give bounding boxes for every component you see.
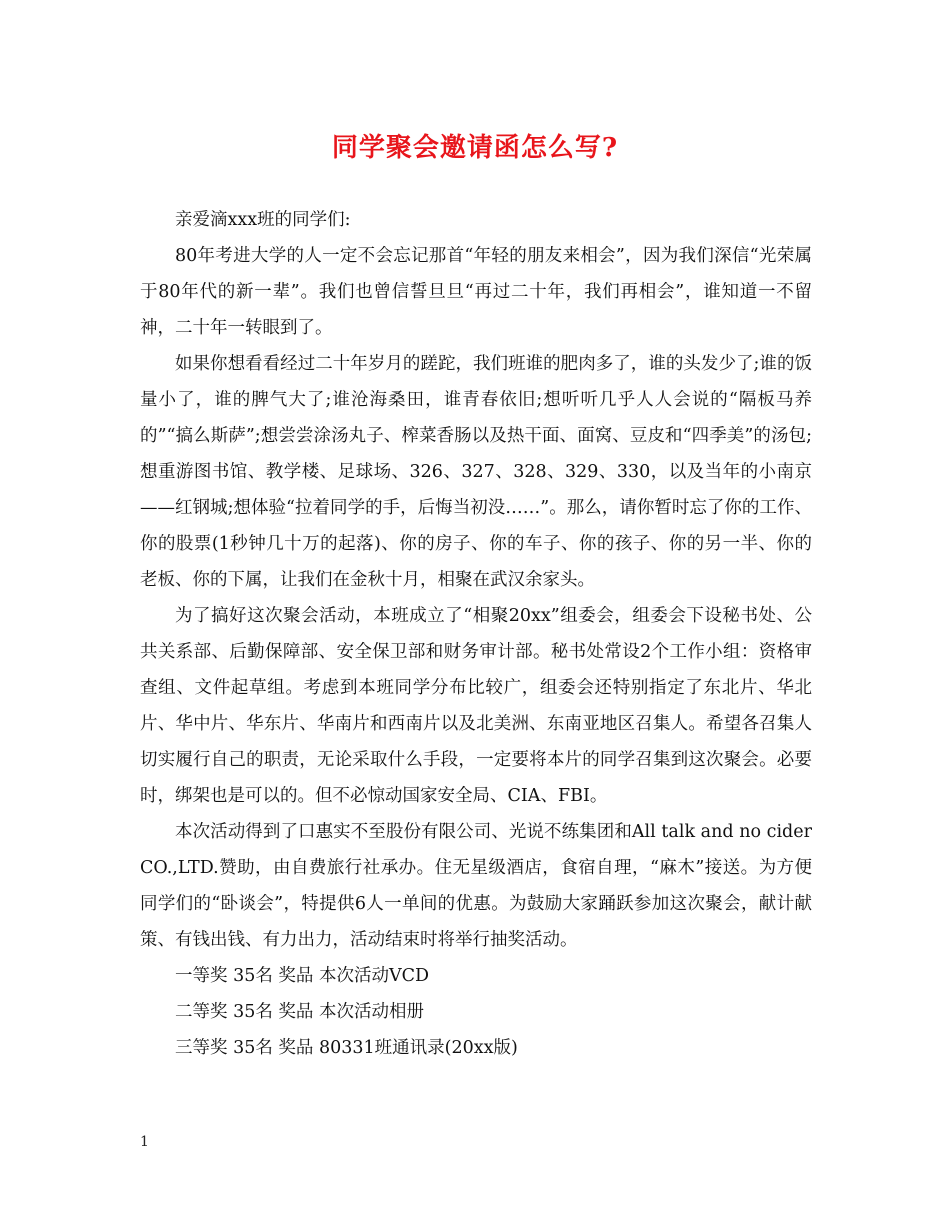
paragraph: 为了搞好这次聚会活动，本班成立了“相聚20xx”组委会，组委会下设秘书处、公共关系部、后勤保障部、安全保卫部和财务审计部。秘书处常设2个工作小组：资格审查组、文件起草组。考虑到本班同学分布比较广，组委会还特别指定了东北片、华北片、华中片、华东片、华南片和西南片以及北美洲、东南亚地区召集人。希望各召集人切实履行自己的职责，无论采取什么手段，一定要将本片的同学召集到这次聚会。必要时，绑架也是可以的。但不必惊动国家安全局、CIA、FBI。	[140, 606, 812, 806]
prize-line: 一等奖 35名 奖品 本次活动VCD	[175, 966, 430, 986]
paragraph: 80年考进大学的人一定不会忘记那首“年轻的朋友来相会”，因为我们深信“光荣属于80年代的新一辈”。我们也曾信誓旦旦“再过二十年，我们再相会”，谁知道一不留神，二十年一转眼到了。	[140, 246, 812, 338]
prize-line: 二等奖 35名 奖品 本次活动相册	[175, 1002, 424, 1022]
document-title: 同学聚会邀请函怎么写?	[331, 133, 619, 163]
page-number: 1	[140, 1134, 149, 1150]
greeting: 亲爱滴xxx班的同学们:	[175, 210, 351, 230]
document-body	[140, 202, 812, 1066]
paragraph: 本次活动得到了口惠实不至股份有限公司、光说不练集团和All talk and no cider CO.,LTD.赞助，由自费旅行社承办。住无星级酒店，食宿自理，“麻木”接送。为方便同学们的“卧谈会”，特提供6人一单间的优惠。为鼓励大家踊跃参加这次聚会，献计献策、有钱出钱、有力出力，活动结束时将举行抽奖活动。	[140, 822, 812, 950]
paragraph: 如果你想看看经过二十年岁月的蹉跎，我们班谁的肥肉多了，谁的头发少了;谁的饭量小了，谁的脾气大了;谁沧海桑田，谁青春依旧;想听听几乎人人会说的“隔板马养的”“搞么斯萨”;想尝尝涂汤丸子、榨菜香肠以及热干面、面窝、豆皮和“四季美”的汤包;想重游图书馆、教学楼、足球场、326、327、328、329、330，以及当年的小南京——红钢城;想体验“拉着同学的手，后悔当初没……”。那么，请你暂时忘了你的工作、你的股票(1秒钟几十万的起落)、你的房子、你的车子、你的孩子、你的另一半、你的老板、你的下属，让我们在金秋十月，相聚在武汉余家头。	[140, 354, 812, 590]
prize-line: 三等奖 35名 奖品 80331班通讯录(20xx版)	[175, 1038, 518, 1058]
